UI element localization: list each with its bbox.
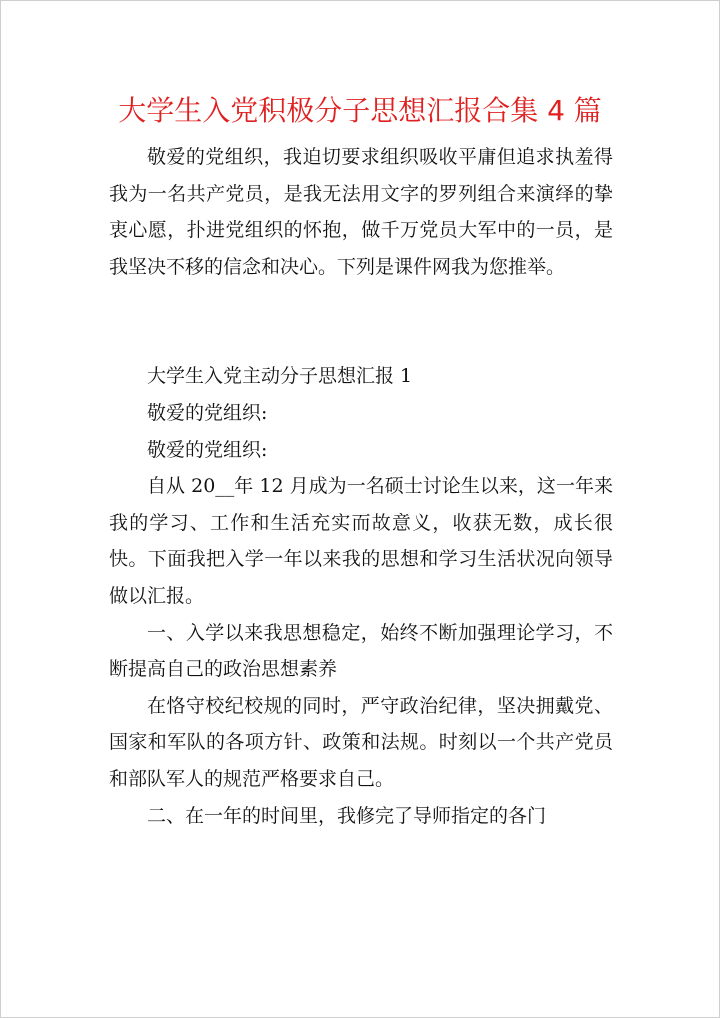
body-paragraph: 自从 20__年 12 月成为一名硕士讨论生以来，这一年来我的学习、工作和生活充实而故意义，收获无数，成长很快。下面我把入学一年以来我的思想和学习生活状况向领导做以汇报。 — [109, 475, 613, 607]
salutation: 敬爱的党组织: — [147, 438, 268, 461]
body-paragraph: 一、入学以来我思想稳定，始终不断加强理论学习，不断提高自己的政治思想素养 — [109, 621, 613, 681]
salutation: 敬爱的党组织: — [147, 401, 268, 424]
document-body — [109, 139, 613, 834]
section-heading: 大学生入党主动分子思想汇报 1 — [147, 365, 413, 388]
body-paragraph: 二、在一年的时间里，我修完了导师指定的各门 — [147, 804, 547, 827]
body-paragraph: 在恪守校纪校规的同时，严守政治纪律，坚决拥戴党、国家和军队的各项方针、政策和法规。时刻以一个共产党员和部队军人的规范严格要求自己。 — [109, 694, 613, 790]
paragraph-spacer — [109, 285, 613, 358]
document-title: 大学生入党积极分子思想汇报合集 4 篇 — [118, 94, 602, 127]
intro-paragraph: 敬爱的党组织，我迫切要求组织吸收平庸但追求执羞得我为一名共产党员，是我无法用文字的罗列组合来演绎的挚衷心愿，扑进党组织的怀抱，做千万党员大军中的一员，是我坚决不移的信念和决心。下列是课件网我为您推举。 — [109, 146, 613, 278]
